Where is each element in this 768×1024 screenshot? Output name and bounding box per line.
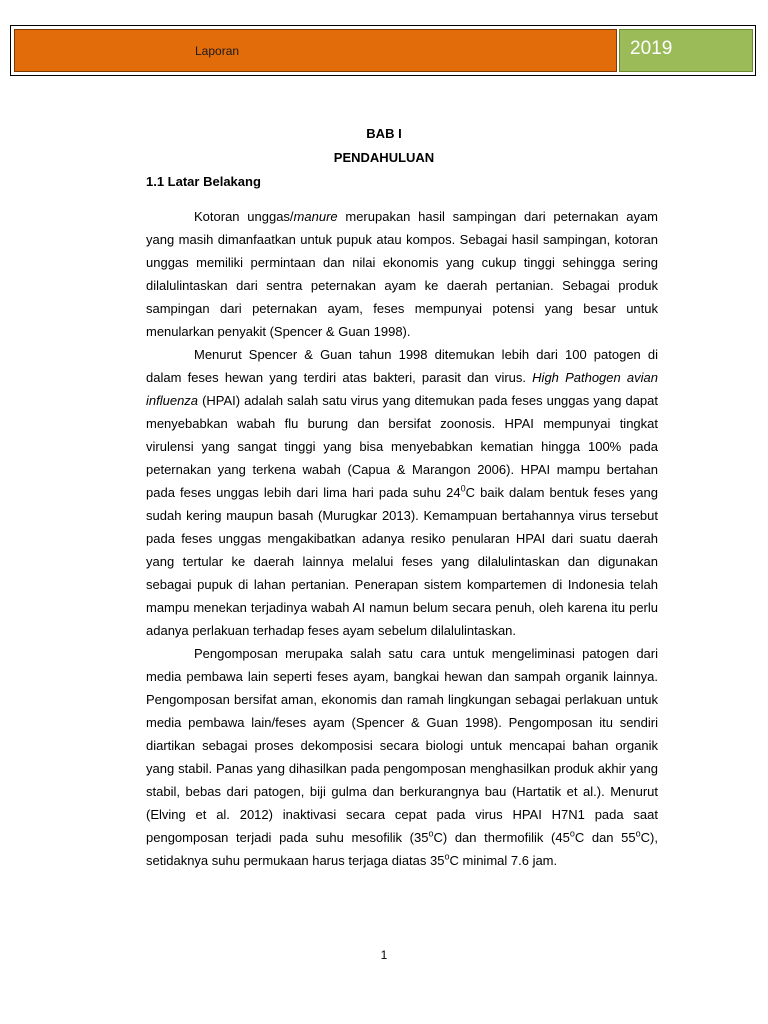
superscript: 0 [460, 483, 466, 494]
superscript: o [635, 828, 641, 839]
text-run: Menurut Spencer & Guan tahun 1998 ditemukan lebih dari 100 patogen di dalam feses hewan yang terdiri atas bakteri, parasit dan virus. [146, 347, 658, 385]
superscript: o [569, 828, 575, 839]
header-title-box [14, 29, 617, 72]
text-run: Pengomposan merupaka salah satu cara untuk mengeliminasi patogen dari media pembawa lain seperti feses ayam, bangkai hewan dan sampah organik lainnya. Pengomposan bersifat aman, ekonomis dan ramah lingkungan sebagai perlakuan untuk media pembawa lain/feses ayam (Spencer & Guan 1998). Pengomposan itu sendiri diartikan sebagai proses dekomposisi secara biologi untuk mencapai bahan organik yang stabil. Panas yang dihasilkan pada pengomposan menghasilkan produk akhir yang stabil, bebas dari patogen, biji gulma dan berkurangnya bau (Hartatik et al.). Menurut (Elving et al. 2012) inaktivasi secara cepat pada virus HPAI H7N1 pada saat pengomposan terjadi pada suhu mesofilik (35 [146, 646, 658, 845]
header-year: 2019 [630, 38, 673, 59]
superscript: o [444, 851, 450, 862]
page-number: 1 [380, 948, 388, 962]
paragraph-3 [146, 642, 658, 872]
paragraph-1 [146, 205, 658, 343]
italic-term: manure [293, 209, 338, 224]
text-run: Kotoran unggas/ [194, 209, 294, 224]
text-run: C dan 55 [574, 830, 636, 845]
paragraph-2 [146, 343, 658, 642]
section-title: 1.1 Latar Belakang [146, 174, 261, 189]
italic-term: High Pathogen avian influenza [146, 370, 658, 408]
chapter-title: PENDAHULUAN [333, 150, 435, 165]
text-run: C minimal 7.6 jam. [449, 853, 558, 868]
text-run: C), setidaknya suhu permukaan harus terjaga diatas 35 [146, 830, 658, 868]
body-text [146, 205, 658, 872]
header-year-box [619, 29, 753, 72]
text-run: C) dan thermofilik (45 [433, 830, 570, 845]
text-run: merupakan hasil sampingan dari peternakan ayam yang masih dimanfaatkan untuk pupuk atau kompos. Sebagai hasil sampingan, kotoran unggas memiliki permintaan dan nilai ekonomis yang cukup tinggi sehingga sering dilalulintaskan dari sentra peternakan ayam ke daerah pertanian. Sebagai produk sampingan dari peternakan ayam, feses mempunyai potensi yang besar untuk menularkan penyakit (Spencer & Guan 1998). [146, 209, 659, 339]
superscript: o [428, 828, 434, 839]
text-run: (HPAI) adalah salah satu virus yang ditemukan pada feses unggas yang dapat menyebabkan wabah flu burung dan bersifat zoonosis. HPAI mempunyai tingkat virulensi yang sangat tinggi yang bisa menyebabkan kematian hingga 100% pada peternakan yang terkena wabah (Capua & Marangon 2006). HPAI mampu bertahan pada feses unggas lebih dari lima hari pada suhu 24 [146, 393, 658, 500]
header-banner [10, 25, 756, 76]
text-run: C baik dalam bentuk feses yang sudah kering maupun basah (Murugkar 2013). Kemampuan bertahannya virus tersebut pada feses unggas mengakibatkan adanya resiko penularan HPAI dari suatu daerah yang tertular ke daerah lainnya melalui feses yang dilalulintaskan dan digunakan sebagai pupuk di lahan pertanian. Penerapan sistem kompartemen di Indonesia telah mampu menekan terjadinya wabah AI namun belum secara penuh, oleh karena itu perlu adanya perlakuan terhadap feses ayam sebelum dilalulintaskan. [146, 485, 658, 638]
header-label: Laporan [195, 44, 240, 58]
chapter-number: BAB I [366, 126, 402, 141]
